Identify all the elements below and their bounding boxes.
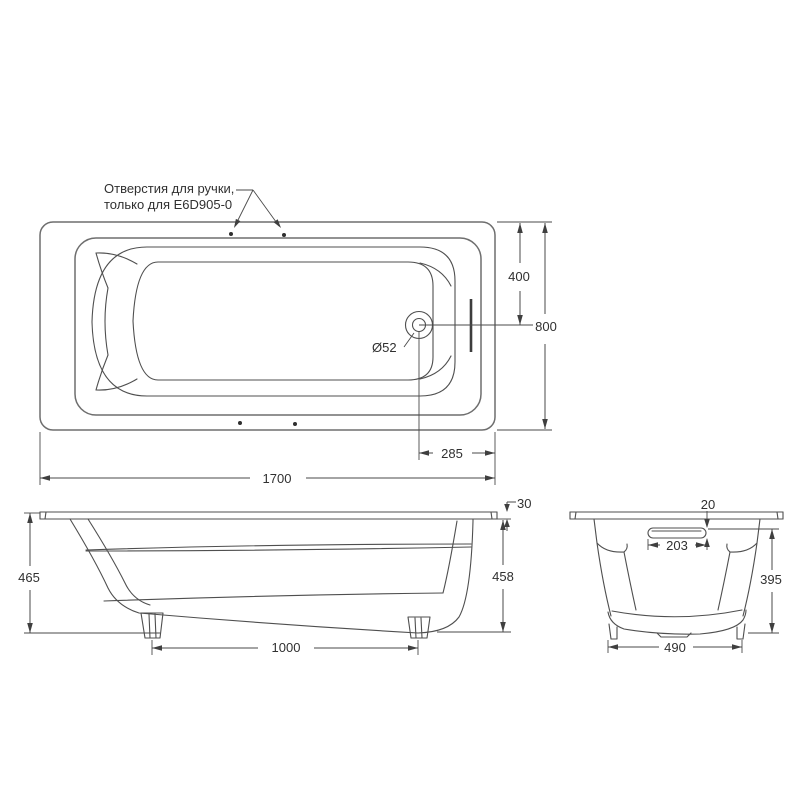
foot-right [408, 617, 430, 638]
inner-ledge-bottom [86, 547, 471, 551]
dim-arrowhead [504, 504, 510, 512]
dim-arrowhead [40, 475, 50, 481]
note-text-line1: Отверстия для ручки, [104, 181, 235, 196]
drain-diameter-label: Ø52 [372, 340, 397, 355]
dim-base-width: 490 [664, 640, 686, 655]
wall-right [718, 519, 760, 616]
foot-left [141, 613, 163, 638]
dim-inner-depth: 395 [760, 572, 782, 587]
backrest-inner-profile [88, 519, 150, 605]
dim-overall-height: 465 [18, 570, 40, 585]
handle-hole-dot [229, 232, 233, 236]
dim-arrowhead [542, 223, 548, 233]
headrest-contour [96, 379, 137, 390]
headrest-contour [96, 253, 137, 264]
dim-arrowhead [27, 513, 33, 523]
tub-rim-inner-edge [75, 238, 481, 415]
basin-bottom-inner [104, 593, 443, 601]
rim-end-tick [575, 512, 576, 519]
dim-arrowhead [485, 450, 495, 456]
rim-end-tick [491, 512, 492, 519]
foot-left [609, 624, 617, 639]
rim-end-tick [777, 512, 778, 519]
dim-handle-width: 203 [666, 538, 688, 553]
side-view [18, 496, 531, 655]
basin-bottom-far-edge [612, 610, 742, 617]
wall-left [594, 519, 636, 616]
dim-overall-width: 800 [535, 319, 557, 334]
dim-arrowhead [648, 542, 658, 548]
dim-arrowhead [517, 223, 523, 233]
basin-top-edge [92, 247, 455, 396]
dim-arrowhead [27, 623, 33, 633]
handle-hole-dot [282, 233, 286, 237]
dim-arrowhead [408, 645, 418, 651]
dim-feet-spacing: 1000 [271, 640, 301, 655]
shell-outer-profile [70, 519, 473, 633]
plan-view [40, 181, 557, 486]
dim-arrowhead [769, 529, 775, 539]
foot-right [737, 624, 745, 639]
dim-handle-offset: 20 [700, 497, 716, 512]
basin-floor-edge [133, 262, 433, 380]
dim-arrowhead [485, 475, 495, 481]
backrest-inner-arc [105, 288, 108, 355]
dim-arrowhead [419, 450, 429, 456]
leader-arrowhead [232, 219, 241, 229]
dim-arrowhead [732, 644, 742, 650]
dim-arrowhead [769, 623, 775, 633]
dim-drain-offset-top: 400 [508, 269, 530, 284]
dim-arrowhead [152, 645, 162, 651]
dim-arrowhead [704, 538, 710, 547]
handle-hole-dot [238, 421, 242, 425]
note-leader [253, 190, 279, 226]
drain-leader-line [404, 333, 414, 347]
note-text-line2: только для E6D905-0 [104, 197, 233, 212]
handle-hole-dot [293, 422, 297, 426]
dim-arrowhead [608, 644, 618, 650]
dim-arrowhead [500, 622, 506, 632]
dim-arrowhead [542, 419, 548, 429]
dim-arrowhead [517, 315, 523, 325]
dim-arrowhead [504, 519, 510, 527]
handle-bar [648, 528, 706, 538]
end-view [570, 497, 783, 655]
rim-end-tick [45, 512, 46, 519]
inner-ledge-top [86, 544, 471, 550]
dim-rim-thickness: 30 [517, 496, 532, 511]
dim-height-under-rim: 458 [492, 569, 514, 584]
basin-wall-right [443, 521, 457, 593]
dim-drain-offset-end: 285 [441, 446, 463, 461]
dim-overall-length: 1700 [262, 471, 292, 486]
dim-arrowhead [704, 519, 710, 528]
